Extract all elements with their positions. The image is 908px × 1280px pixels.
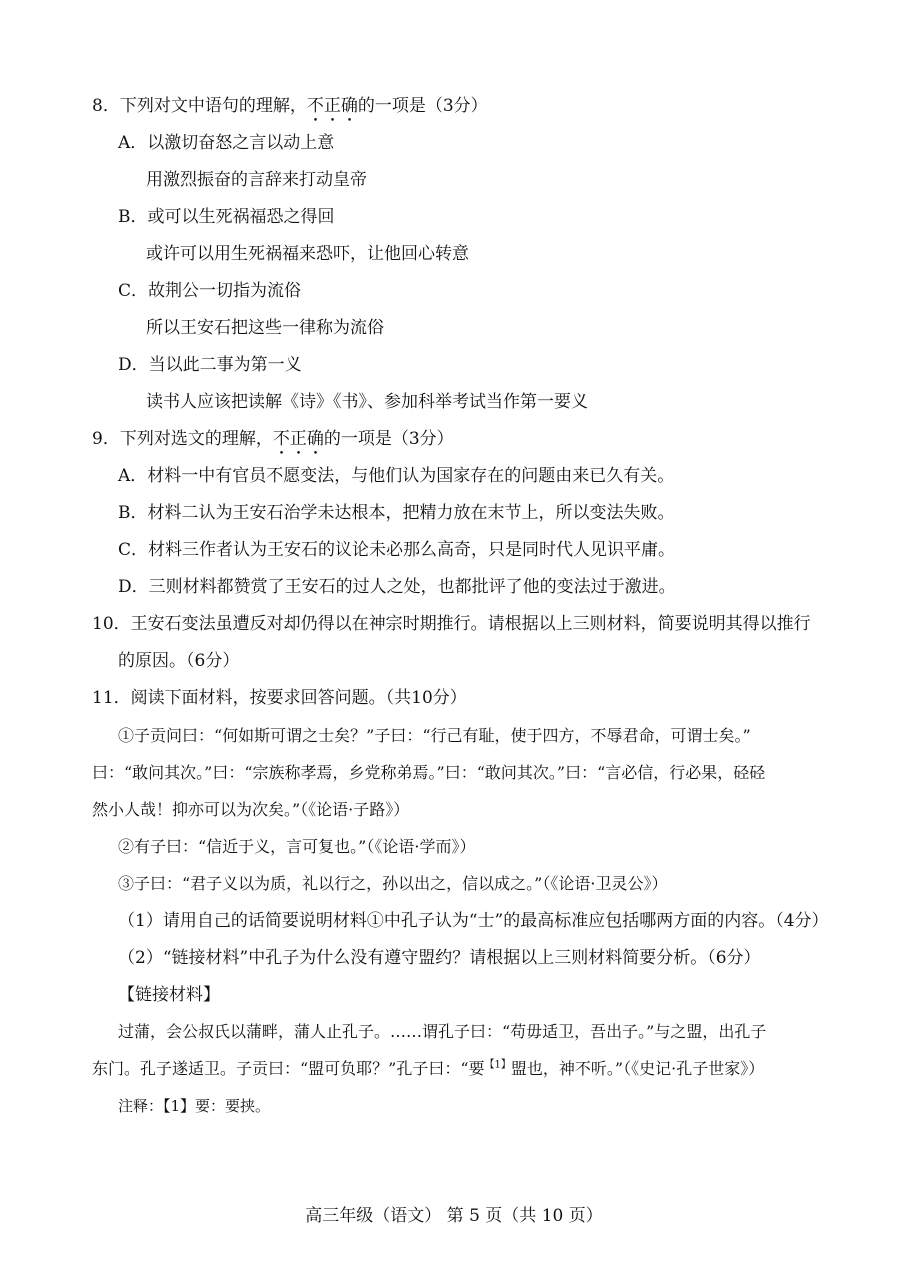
q8-option-b: B．或可以生死祸福恐之得回 <box>118 207 335 227</box>
q8-option-a-translation: 用激烈振奋的言辞来打动皇帝 <box>146 170 367 190</box>
q10-stem-line2: 的原因。（6分） <box>118 651 240 671</box>
q8-option-d: D．当以此二事为第一义 <box>118 355 302 375</box>
q11-link-line2 <box>92 1057 764 1081</box>
q11-material-1-line2: 曰：“敢问其次。”曰：“宗族称孝焉，乡党称弟焉。”曰：“敢问其次。”曰：“言必信，行必果，硁硁 <box>92 763 766 782</box>
q8-stem-post: 的一项是（3分） <box>357 96 488 116</box>
q11-link-line2-post: 盟也，神不听。”（《史记·孔子世家》） <box>510 1059 765 1078</box>
q11-note: 注释：【1】要：要挟。 <box>118 1097 271 1115</box>
q10-stem-line1: 10．王安石变法虽遭反对却仍得以在神宗时期推行。请根据以上三则材料，简要说明其得以推行 <box>92 614 811 634</box>
q11-link-line2-pre: 东门。孔子遂适卫。子贡曰：“盟可负耶？”孔子曰：“要 <box>92 1059 485 1078</box>
q8-option-c-translation: 所以王安石把这些一律称为流俗 <box>146 318 384 338</box>
q11-stem: 11．阅读下面材料，按要求回答问题。（共10分） <box>92 688 467 708</box>
q11-material-1-line1: ①子贡问曰：“何如斯可谓之士矣？”子曰：“行己有耻，使于四方，不辱君命，可谓士矣。” <box>118 726 751 745</box>
q11-subquestion-2: （2）“链接材料”中孔子为什么没有遵守盟约？请根据以上三则材料简要分析。（6分） <box>118 948 761 968</box>
q8-stem <box>92 94 488 126</box>
q11-material-1-line3: 然小人哉！抑亦可以为次矣。”（《论语·子路》） <box>92 800 410 819</box>
q11-subquestion-1: （1）请用自己的话简要说明材料①中孔子认为“士”的最高标准应包括哪两方面的内容。（4分） <box>118 911 829 931</box>
q9-stem <box>92 427 454 459</box>
q8-option-c: C．故荆公一切指为流俗 <box>118 281 302 301</box>
q11-link-footnote-marker: 【1】 <box>484 1059 511 1071</box>
q9-option-b: B．材料二认为王安石治学未达根本，把精力放在末节上，所以变法失败。 <box>118 503 675 523</box>
q9-stem-pre: 9．下列对选文的理解， <box>92 429 273 449</box>
q8-stem-pre: 8．下列对文中语句的理解， <box>92 96 307 116</box>
q8-option-b-translation: 或许可以用生死祸福来恐吓，让他回心转意 <box>146 244 469 264</box>
q8-stem-emphasis: 不正确 <box>306 96 358 116</box>
q9-option-a: A．材料一中有官员不愿变法，与他们认为国家存在的问题由来已久有关。 <box>118 466 675 486</box>
q8-option-d-translation: 读书人应该把读解《诗》《书》、参加科举考试当作第一要义 <box>146 392 588 412</box>
q9-stem-post: 的一项是（3分） <box>323 429 454 449</box>
q11-link-line1: 过蒲，会公叔氏以蒲畔，蒲人止孔子。……谓孔子曰：“苟毋适卫，吾出子。”与之盟，出孔子 <box>118 1022 767 1041</box>
q9-stem-emphasis: 不正确 <box>272 429 324 449</box>
q8-option-a: A．以激切奋怒之言以动上意 <box>118 133 335 153</box>
q11-material-3: ③子曰：“君子义以为质，礼以行之，孙以出之，信以成之。”（《论语·卫灵公》） <box>118 874 668 893</box>
page-footer: 高三年级（语文） 第 5 页（共 10 页） <box>305 1206 603 1226</box>
q11-link-title: 【链接材料】 <box>118 985 220 1005</box>
q9-option-d: D．三则材料都赞赏了王安石的过人之处，也都批评了他的变法过于激进。 <box>118 577 676 597</box>
q9-option-c: C．材料三作者认为王安石的议论未必那么高奇，只是同时代人见识平庸。 <box>118 540 676 560</box>
q11-material-2: ②有子曰：“信近于义，言可复也。”（《论语·学而》） <box>118 837 476 856</box>
